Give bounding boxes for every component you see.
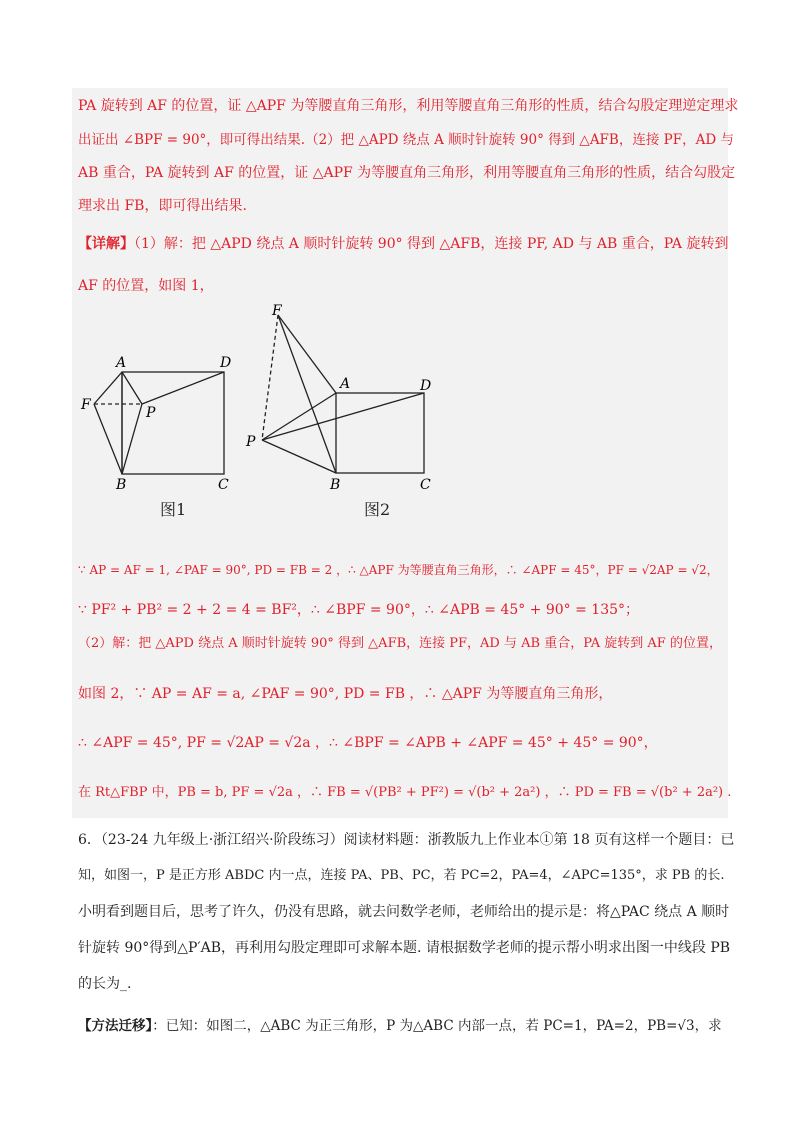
fig2-label-c: C <box>420 477 431 492</box>
fig2-label-p: P <box>246 434 256 450</box>
solution-line-4: 理求出 FB，即可得出结果. <box>78 198 247 214</box>
detail-text: （1）解：把 △APD 绕点 A 顺时针旋转 90° 得到 △AFB，连接 PF, AD 与 AB 重合，PA 旋转到 <box>134 236 729 252</box>
figure-1-caption: 图1 <box>160 500 187 519</box>
question-line-1: 6．（23-24 九年级上·浙江绍兴·阶段练习）阅读材料题：浙教版九上作业本①第 18 页有这样一个题目：已 <box>78 832 735 848</box>
method-transfer-text: ：已知：如图二，△ABC 为正三角形，P 为△ABC 内部一点，若 PC=1，PA=2，PB=√3，求 <box>152 1018 722 1034</box>
fig2-label-b: B <box>330 477 341 492</box>
fig1-label-f: F <box>81 397 91 413</box>
fig1-label-a: A <box>116 355 127 371</box>
question-line-4: 针旋转 90°得到△P′AB，再利用勾股定理即可求解本题. 请根据数学老师的提示帮小明求出图一中线段 PB <box>78 940 731 956</box>
fig2-label-f: F <box>272 303 282 319</box>
question-line-3: 小明看到题目后，思考了许久，仍没有思路，就去问数学老师，老师给出的提示是：将△PAC 绕点 A 顺时 <box>78 904 730 920</box>
solution-line-3: AB 重合，PA 旋转到 AF 的位置，证 △APF 为等腰直角三角形，利用等腰直角三角形的性质，结合勾股定 <box>78 165 736 181</box>
detail-tag: 【详解】 <box>78 236 134 252</box>
fig2-label-d: D <box>420 378 432 394</box>
fig1-label-d: D <box>220 355 232 371</box>
solution-line-2: 出证出 ∠BPF = 90°，即可得出结果.（2）把 △APD 绕点 A 顺时针旋转 90° 得到 △AFB，连接 PF，AD 与 <box>78 132 734 148</box>
fig2-label-a: A <box>340 376 351 392</box>
question-line-5: 的长为_. <box>78 976 132 992</box>
solution-line-12: 在 Rt△FBP 中，PB = b, PF = √2a ，∴ FB = √(PB² + PF²) = √(b² + 2a²) ，∴ PD = FB = √(b² + 2a²) . <box>78 785 732 800</box>
question-line-2: 知，如图一，P 是正方形 ABDC 内一点，连接 PA、PB、PC，若 PC=2，PA=4，∠APC=135°，求 PB 的长. <box>78 868 725 883</box>
figure-2-caption: 图2 <box>364 500 391 519</box>
fig1-label-p: P <box>146 405 156 421</box>
method-transfer-tag: 【方法迁移】 <box>78 1018 153 1034</box>
fig1-label-b: B <box>116 477 127 492</box>
figure-2-diagram <box>240 300 440 492</box>
figure-2 <box>240 300 440 496</box>
solution-line-7: ∵ AP = AF = 1, ∠PAF = 90°, PD = FB = 2 ，∴ △APF 为等腰直角三角形，∴ ∠APF = 45°，PF = √2AP = √2， <box>78 563 719 577</box>
solution-line-9: （2）解：把 △APD 绕点 A 顺时针旋转 90° 得到 △AFB，连接 PF，AD 与 AB 重合，PA 旋转到 AF 的位置， <box>78 636 722 651</box>
fig1-label-c: C <box>218 477 229 492</box>
figure-1 <box>80 352 250 496</box>
solution-line-1: PA 旋转到 AF 的位置，证 △APF 为等腰直角三角形，利用等腰直角三角形的性质，结合勾股定理逆定理求 <box>78 98 739 114</box>
solution-line-11: ∴ ∠APF = 45°, PF = √2AP = √2a ，∴ ∠BPF = ∠APB + ∠APF = 45° + 45° = 90°， <box>78 735 658 751</box>
question-line-6 <box>78 1016 722 1036</box>
figure-1-diagram <box>80 352 250 492</box>
solution-line-5 <box>78 234 728 254</box>
solution-line-8: ∵ PF² + PB² = 2 + 2 = 4 = BF²，∴ ∠BPF = 90°，∴ ∠APB = 45° + 90° = 135°； <box>78 602 640 618</box>
solution-line-6: AF 的位置，如图 1， <box>78 278 214 294</box>
solution-line-10: 如图 2，∵ AP = AF = a, ∠PAF = 90°, PD = FB ，∴ △APF 为等腰直角三角形， <box>78 686 613 702</box>
